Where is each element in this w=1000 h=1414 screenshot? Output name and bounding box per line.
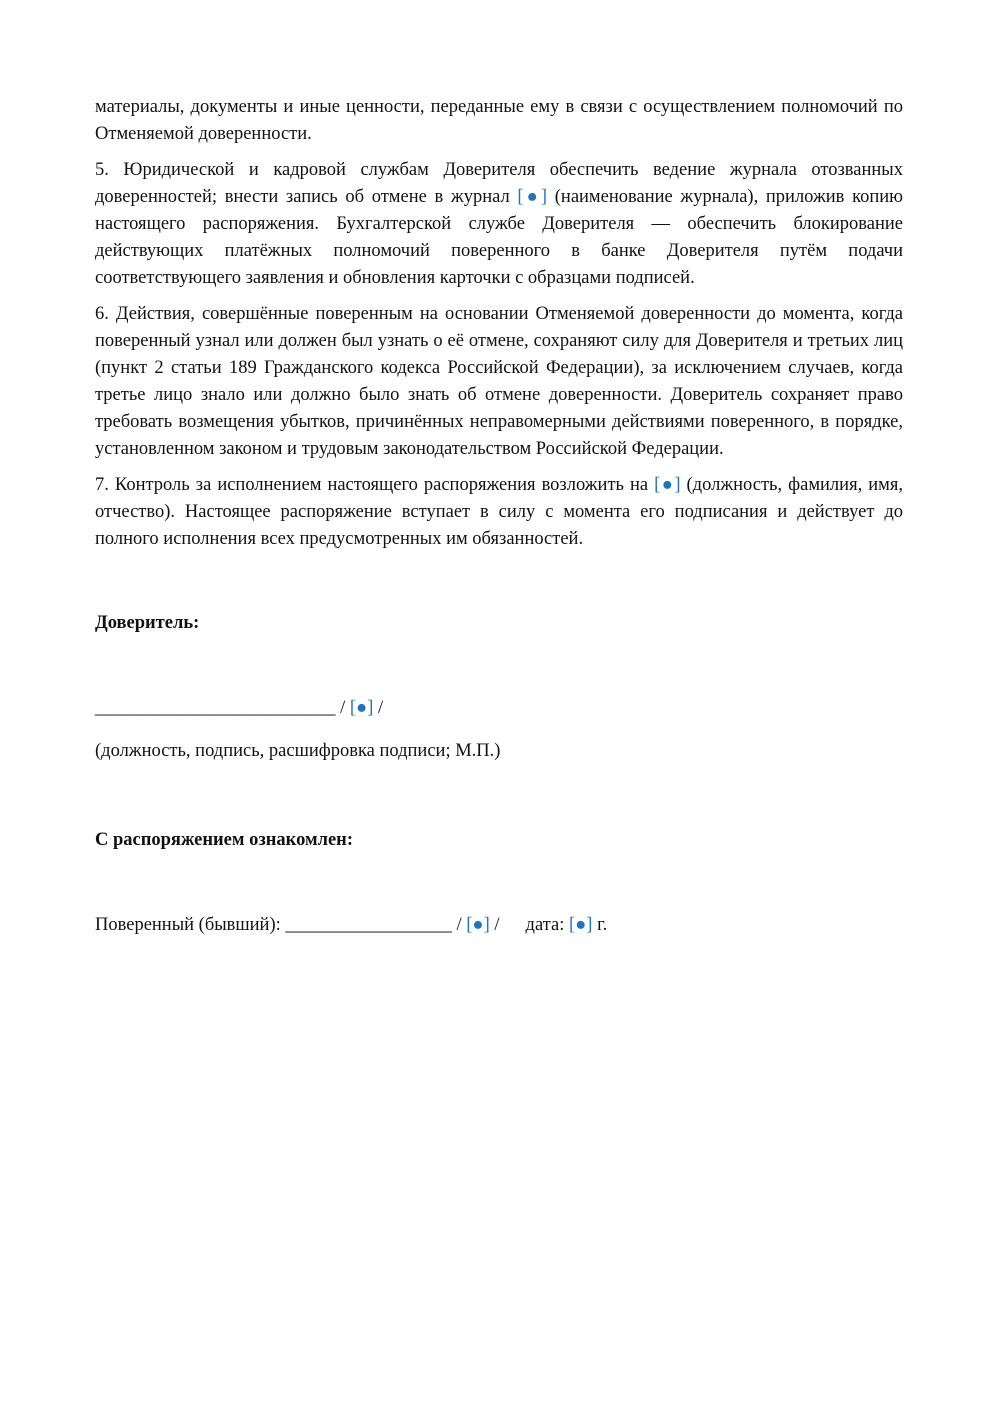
paragraph-7 (95, 472, 903, 553)
attorney-label: Поверенный (бывший): (95, 915, 286, 935)
attorney-placeholder: [●] (466, 915, 490, 935)
date-suffix: г. (592, 915, 608, 935)
journal-placeholder: [●] (517, 187, 548, 207)
signatory-placeholder: [●] (349, 698, 374, 718)
paragraph-continuation-text: материалы, документы и иные ценности, переданные ему в связи с осуществлением полномочий по Отменяемой доверенности. (95, 97, 903, 144)
principal-signature-line (95, 695, 903, 722)
paragraph-7-text-after: (должность, фамилия, имя, отчество). Настоящее распоряжение вступает в силу с момента его подписания и действует до полного исполнения всех предусмотренных им обязанностей. (95, 475, 903, 549)
attorney-signature-line (95, 912, 903, 939)
signature-underline: __________________________ / (95, 698, 350, 718)
paragraph-5-text-after: (наименование журнала), приложив копию настоящего распоряжения. Бухгалтерской службе Доверителя — обеспечить блокирование действующих платёжных полномочий поверенного в банке Доверителя путём подачи соответствующего заявления и обновления карточки с образцами подписей. (95, 187, 903, 288)
attorney-underline: __________________ / (285, 915, 467, 935)
document-page (95, 94, 903, 939)
date-placeholder: [●] (568, 915, 593, 935)
signature-caption: (должность, подпись, расшифровка подписи; М.П.) (95, 741, 501, 761)
controller-placeholder: [●] (654, 475, 681, 495)
date-label: дата: (525, 915, 569, 935)
paragraph-7-text-before: 7. Контроль за исполнением настоящего распоряжения возложить на (95, 475, 655, 495)
attorney-suffix: / (489, 915, 500, 935)
paragraph-6-text: 6. Действия, совершённые поверенным на основании Отменяемой доверенности до момента, когда поверенный узнал или должен был узнать о её отмене, сохраняют силу для Доверителя и третьих лиц (пункт 2 статьи 189 Гражданского кодекса Российской Федерации), за исключением случаев, когда третье лицо знало или должно было знать об отмене доверенности. Доверитель сохраняет право требовать возмещения убытков, причинённых неправомерными действиями поверенного, в порядке, установленном законом и трудовым законодательством Российской Федерации. (95, 304, 903, 459)
paragraph-continuation (95, 94, 903, 148)
paragraph-6 (95, 301, 903, 463)
paragraph-5 (95, 157, 903, 292)
acknowledged-heading: С распоряжением ознакомлен: (95, 830, 353, 850)
signature-suffix: / (373, 698, 384, 718)
paragraph-5-text-before: 5. Юридической и кадровой службам Доверителя обеспечить ведение журнала отозванных доверенностей; внести запись об отмене в журнал (95, 160, 903, 207)
principal-heading: Доверитель: (95, 613, 200, 633)
